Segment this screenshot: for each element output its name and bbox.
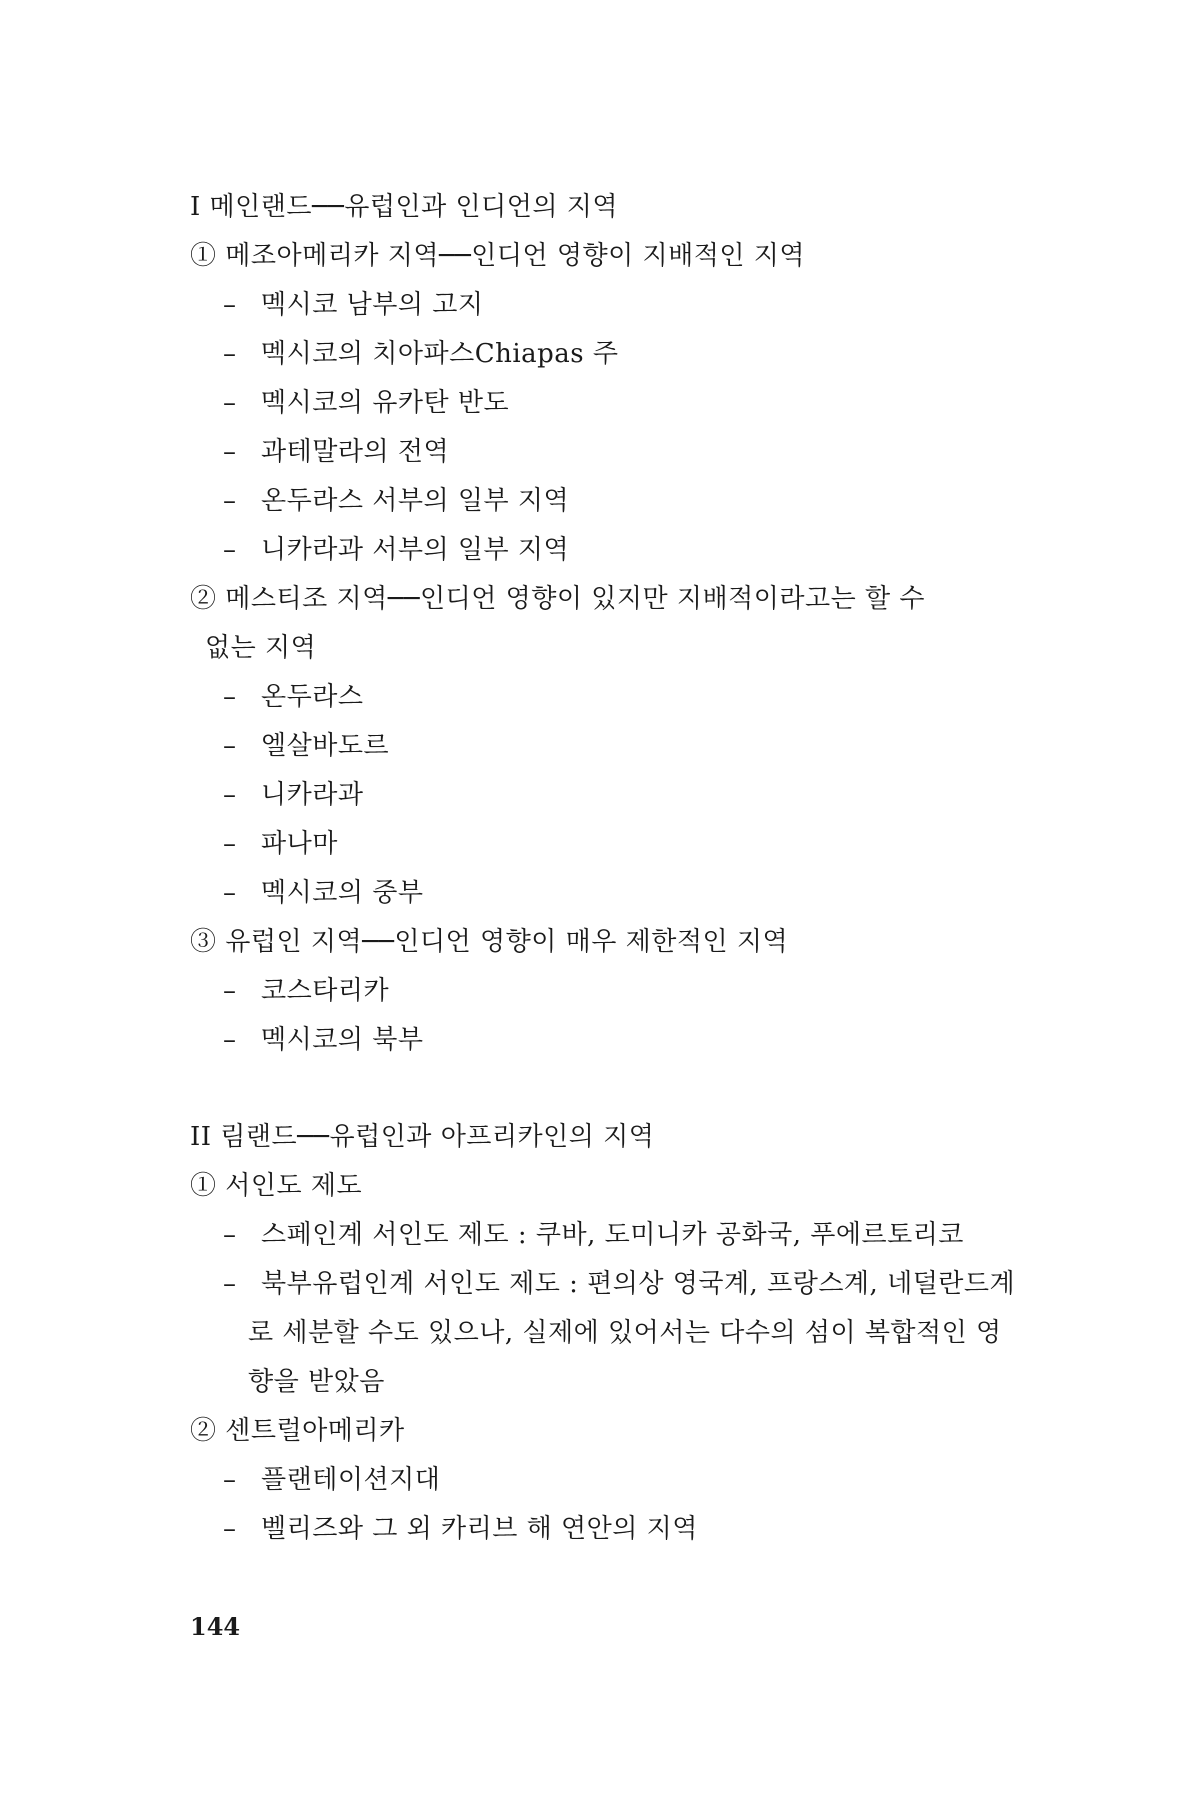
dash-marker: – (223, 339, 237, 369)
list-item (190, 1211, 1070, 1260)
section-heading-rimland: II 림랜드──유럽인과 아프리카인의 지역 (190, 1122, 655, 1152)
subsection-title-continuation: 없는 지역 (205, 633, 317, 663)
list-item (190, 1505, 1070, 1554)
list-item (190, 967, 1070, 1016)
list-item (190, 722, 1070, 771)
list-item-text: 니카라과 (261, 780, 364, 810)
subsection-title-mestizo: ② 메스티조 지역──인디언 영향이 있지만 지배적이라고는 할 수 (190, 584, 925, 614)
subsection-title-west-indies: ① 서인도 제도 (190, 1171, 363, 1201)
list-item-text: 파나마 (261, 829, 338, 859)
list-item-text: 멕시코의 북부 (261, 1025, 424, 1055)
dash-marker: – (223, 976, 237, 1006)
section-heading-mainland: I 메인랜드──유럽인과 인디언의 지역 (190, 192, 618, 222)
list-item-text: 과테말라의 전역 (261, 437, 450, 467)
list-item-text: 멕시코의 유카탄 반도 (261, 388, 510, 418)
dash-marker: – (223, 682, 237, 712)
list-item (190, 1456, 1070, 1505)
list-item (190, 330, 1070, 379)
subsection-title-mesoamerica: ① 메조아메리카 지역──인디언 영향이 지배적인 지역 (190, 241, 805, 271)
dash-marker: – (223, 1465, 237, 1495)
list-item-text: 멕시코의 치아파스Chiapas 주 (261, 339, 619, 369)
subsection-title-central-america: ② 센트럴아메리카 (190, 1416, 405, 1446)
dash-marker: – (223, 1025, 237, 1055)
dash-marker: – (223, 1514, 237, 1544)
dash-marker: – (223, 1220, 237, 1250)
dash-marker: – (223, 486, 237, 516)
list-item-continuation: 향을 받았음 (248, 1367, 385, 1397)
list-item-text: 멕시코 남부의 고지 (261, 290, 484, 320)
page-content (190, 183, 1070, 1554)
dash-marker: – (223, 780, 237, 810)
dash-marker: – (223, 290, 237, 320)
list-item-text: 온두라스 서부의 일부 지역 (261, 486, 570, 516)
list-item (190, 477, 1070, 526)
list-item (190, 820, 1070, 869)
list-item-text: 엘살바도르 (261, 731, 390, 761)
dash-marker: – (223, 829, 237, 859)
dash-marker: – (223, 437, 237, 467)
dash-marker: – (223, 388, 237, 418)
list-item (190, 428, 1070, 477)
list-item (190, 281, 1070, 330)
section-gap (190, 1065, 1070, 1113)
dash-marker: – (223, 731, 237, 761)
list-item-text: 벨리즈와 그 외 카리브 해 연안의 지역 (261, 1514, 698, 1544)
page-number: 144 (190, 1612, 241, 1641)
list-item-text: 온두라스 (261, 682, 364, 712)
list-item-continuation: 로 세분할 수도 있으나, 실제에 있어서는 다수의 섬이 복합적인 영 (248, 1318, 1002, 1348)
list-item (190, 771, 1070, 820)
list-item-text: 멕시코의 중부 (261, 878, 424, 908)
dash-marker: – (223, 535, 237, 565)
list-item-text: 북부유럽인계 서인도 제도 : 편의상 영국계, 프랑스계, 네덜란드계 (261, 1269, 1016, 1299)
dash-marker: – (223, 878, 237, 908)
list-item-text: 스페인계 서인도 제도 : 쿠바, 도미니카 공화국, 푸에르토리코 (261, 1220, 964, 1250)
list-item (190, 673, 1070, 722)
list-item (190, 526, 1070, 575)
list-item (190, 1016, 1070, 1065)
list-item (190, 1260, 1070, 1309)
subsection-title-european: ③ 유럽인 지역──인디언 영향이 매우 제한적인 지역 (190, 927, 789, 957)
list-item-text: 니카라과 서부의 일부 지역 (261, 535, 570, 565)
list-item-text: 코스타리카 (261, 976, 390, 1006)
list-item (190, 869, 1070, 918)
list-item (190, 379, 1070, 428)
dash-marker: – (223, 1269, 237, 1299)
list-item-text: 플랜테이션지대 (261, 1465, 441, 1495)
